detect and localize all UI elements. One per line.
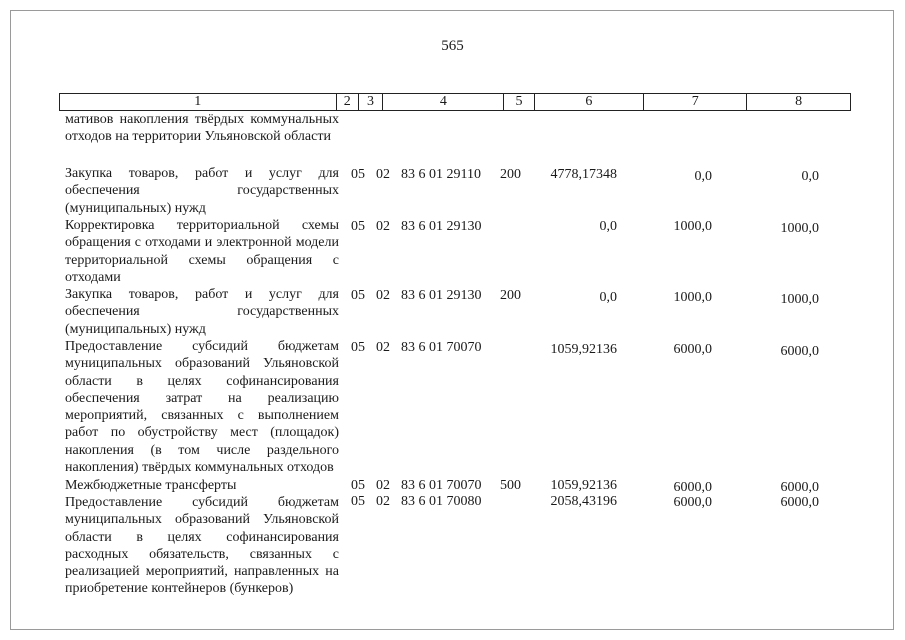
row-section: 05: [351, 494, 365, 509]
row-description: Закупка товаров, работ и услуг для обеспечения государственных (муниципальных) нужд: [65, 166, 339, 216]
row-target-code: 83 6 01 70070: [401, 478, 482, 493]
row-value-col7: 1000,0: [673, 219, 712, 234]
row-value-col7: 6000,0: [673, 342, 712, 357]
row-target-code: 83 6 01 29130: [401, 288, 482, 303]
row-description: Закупка товаров, работ и услуг для обеспечения государственных (муниципальных) нужд: [65, 287, 339, 337]
row-value-col7: 0,0: [694, 169, 712, 184]
row-value-col6: 1059,92136: [550, 478, 617, 493]
row-section: 05: [351, 219, 365, 234]
row-target-code: 83 6 01 29110: [401, 167, 481, 182]
row-value-col6: 0,0: [599, 290, 617, 305]
row-value-col6: 0,0: [599, 219, 617, 234]
header-col-8: 8: [795, 94, 803, 109]
row-subsection: 02: [376, 494, 390, 509]
row-section: 05: [351, 340, 365, 355]
row-subsection: 02: [376, 219, 390, 234]
row-value-col6: 2058,43196: [550, 494, 617, 509]
header-col-4: 4: [383, 94, 504, 110]
header-col-2: 2: [337, 94, 359, 110]
row-value-col7: 6000,0: [673, 495, 712, 510]
row-description: Предоставление субсидий бюджетам муниципальных образований Ульяновской области в целях софинансирования обеспечения затрат на реализацию мероприятий, связанных с выполнением работ по обустройству мест (площадок) накопления (в том числе раздельного накопления) твёрдых коммунальных отходов: [65, 339, 339, 476]
row-section: 05: [351, 167, 365, 182]
header-col-3: 3: [359, 94, 383, 110]
row-target-code: 83 6 01 70070: [401, 340, 482, 355]
row-value-col7: 1000,0: [673, 290, 712, 305]
row-value-col8: 6000,0: [780, 344, 819, 359]
header-col-7: 7: [644, 94, 747, 110]
row-subsection: 02: [376, 340, 390, 355]
row-value-col8: 1000,0: [780, 292, 819, 307]
header-col-1: 1: [60, 94, 337, 110]
row-value-col6: 4778,17348: [550, 167, 617, 182]
row-expense-type: 200: [500, 288, 521, 303]
row-subsection: 02: [376, 478, 390, 493]
row-section: 05: [351, 478, 365, 493]
row-value-col8: 0,0: [801, 169, 819, 184]
row-value-col8: 6000,0: [780, 495, 819, 510]
row-value-col6: 1059,92136: [550, 342, 617, 357]
row-value-col8: 6000,0: [780, 480, 819, 495]
row-target-code: 83 6 01 70080: [401, 494, 482, 509]
row-subsection: 02: [376, 288, 390, 303]
row-description: Предоставление субсидий бюджетам муниципальных образований Ульяновской области в целях софинансирования расходных обязательств, связанных с реализацией мероприятий, направленных на приобретение контейнеров (бункеров): [65, 495, 339, 597]
row-description: Межбюджетные трансферты: [65, 478, 237, 493]
row-expense-type: 200: [500, 167, 521, 182]
page-number: 565: [441, 38, 464, 54]
row-subsection: 02: [376, 167, 390, 182]
row-section: 05: [351, 288, 365, 303]
row-description: Корректировка территориальной схемы обращения с отходами и электронной модели территориальной схемы обращения с отходами: [65, 218, 339, 285]
row-expense-type: 500: [500, 478, 521, 493]
row-value-col7: 6000,0: [673, 480, 712, 495]
header-col-6: 6: [535, 94, 645, 110]
row-target-code: 83 6 01 29130: [401, 219, 482, 234]
row-description: мативов накопления твёрдых коммунальных отходов на территории Ульяновской области: [65, 112, 339, 145]
header-col-5: 5: [504, 94, 534, 110]
row-value-col8: 1000,0: [780, 221, 819, 236]
table-header: [59, 93, 851, 111]
